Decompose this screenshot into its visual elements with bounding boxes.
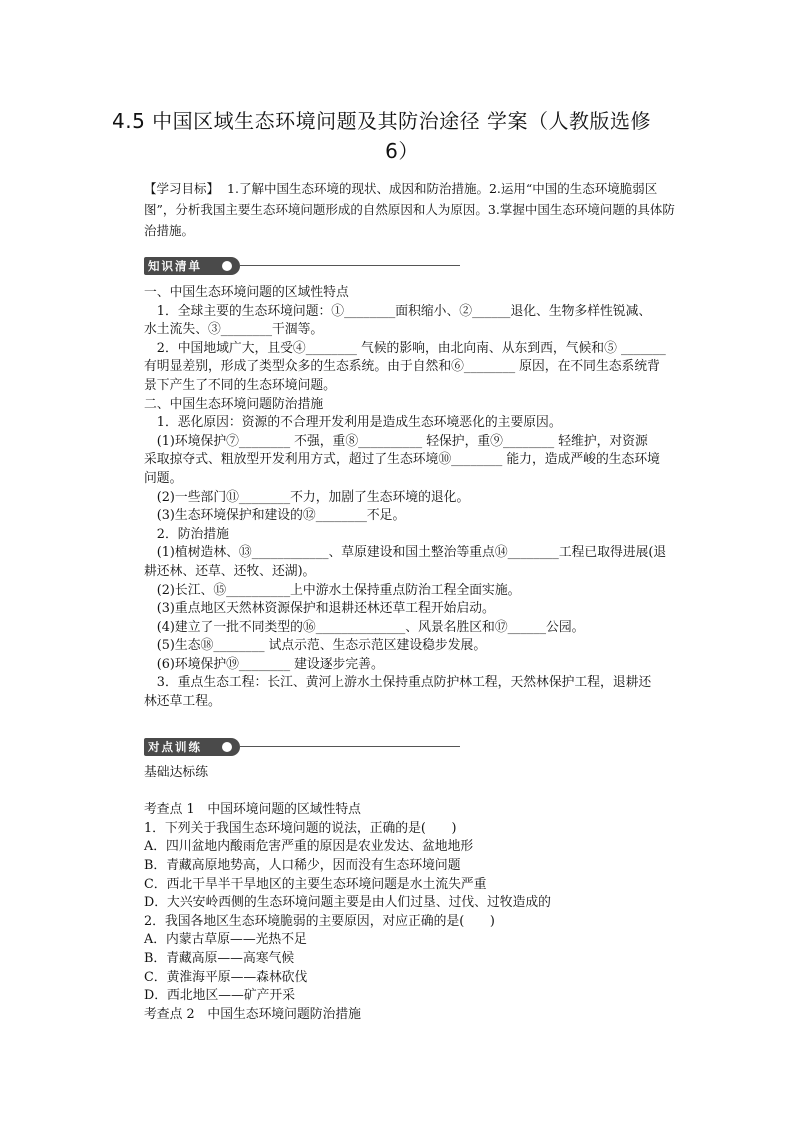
text-line: 有明显差别，形成了类型众多的生态系统。由于自然和⑥________ 原因，在不同生态系统背 bbox=[144, 359, 660, 375]
document-title bbox=[112, 106, 692, 166]
text-line: (2)长江、⑮__________上中游水土保持重点防治工程全面实施。 bbox=[144, 582, 521, 598]
text-line: 考查点 1 中国环境问题的区域性特点 bbox=[144, 802, 361, 818]
text-line: B．青藏高原地势高，人口稀少，因而没有生态环境问题 bbox=[144, 857, 461, 873]
text-line: 一、中国生态环境问题的区域性特点 bbox=[144, 285, 349, 300]
text-line: 景下产生了不同的生态环境问题。 bbox=[144, 377, 336, 393]
text-line: 采取掠夺式、粗放型开发利用方式，超过了生态环境⑩________ 能力，造成严峻的生态环境 bbox=[144, 452, 660, 468]
text-line: (3)生态环境保护和建设的⑫________不足。 bbox=[144, 508, 406, 524]
text-line: 1．下列关于我国生态环境问题的说法，正确的是( ) bbox=[144, 820, 457, 836]
text-line: (1)植树造林、⑬____________、草原建设和国土整治等重点⑭________工程已取得进展(退 bbox=[144, 545, 667, 561]
title-line-1: 4.5 中国区域生态环境问题及其防治途径 学案（人教版选修 bbox=[112, 109, 652, 133]
text-line: (2)一些部门⑪________不力，加剧了生态环境的退化。 bbox=[144, 489, 470, 505]
text-line: (4)建立了一批不同类型的⑯______________、风景名胜区和⑰______公园。 bbox=[144, 619, 585, 635]
title-line-2: 6） bbox=[385, 139, 419, 163]
learning-goals-text: 1.了解中国生态环境的现状、成因和防治措施。2.运用“中国的生态环境脆弱区图”，分析我国主要生态环境问题形成的自然原因和人为原因。3.掌握中国生态环境问题的具体防治措施。 bbox=[144, 181, 675, 238]
section-rule bbox=[240, 265, 460, 266]
text-line: 2．防治措施 bbox=[144, 526, 229, 542]
text-line: 3．重点生态工程：长江、黄河上游水土保持重点防护林工程，天然林保护工程，退耕还 bbox=[144, 675, 652, 691]
text-line: C．西北干旱半干旱地区的主要生态环境问题是水土流失严重 bbox=[144, 876, 487, 892]
text-line: 1．全球主要的生态环境问题：①________面积缩小、②______退化、生物多样性锐减、 bbox=[144, 303, 652, 319]
learning-goals bbox=[144, 178, 684, 241]
text-line: C．黄淮海平原——森林砍伐 bbox=[144, 969, 308, 985]
text-line: D．大兴安岭西侧的生态环境问题主要是由人们过垦、过伐、过牧造成的 bbox=[144, 895, 551, 911]
text-line: (1)环境保护⑦________ 不强，重⑧__________ 轻保护，重⑨________ 轻维护，对资源 bbox=[144, 433, 648, 449]
section-label: 对点训练 bbox=[144, 738, 240, 756]
text-line: 二、中国生态环境问题防治措施 bbox=[144, 396, 324, 412]
text-line: 水土流失、③________干涸等。 bbox=[144, 322, 324, 338]
text-line: 耕还林、还草、还牧、还湖)。 bbox=[144, 563, 316, 579]
text-line: 问题。 bbox=[144, 470, 183, 486]
section-rule bbox=[240, 746, 460, 747]
text-line: A．内蒙古草原——光热不足 bbox=[144, 932, 307, 948]
section-header-practice bbox=[144, 738, 460, 756]
knowledge-list bbox=[144, 284, 692, 712]
text-line: 1．恶化原因：资源的不合理开发利用是造成生态环境恶化的主要原因。 bbox=[144, 415, 562, 431]
text-line: 林还草工程。 bbox=[144, 694, 221, 710]
text-line: A．四川盆地内酸雨危害严重的原因是农业发达、盆地地形 bbox=[144, 839, 474, 855]
text-line: B．青藏高原——高寒气候 bbox=[144, 950, 295, 966]
text-line: 考查点 2 中国生态环境问题防治措施 bbox=[144, 1006, 361, 1022]
section-label: 知识清单 bbox=[144, 257, 240, 275]
learning-goals-tag: 【学习目标】 bbox=[144, 181, 220, 196]
section-header-knowledge bbox=[144, 257, 460, 275]
text-line: D．西北地区——矿产开采 bbox=[144, 988, 296, 1004]
text-line: (5)生态⑱________ 试点示范、生态示范区建设稳步发展。 bbox=[144, 638, 487, 654]
text-line: (3)重点地区天然林资源保护和退耕还林还草工程开始启动。 bbox=[144, 601, 495, 617]
bullet-dot-icon bbox=[222, 261, 232, 271]
text-line: 2．我国各地区生态环境脆弱的主要原因，对应正确的是( ) bbox=[144, 913, 495, 929]
bullet-dot-icon bbox=[222, 742, 232, 752]
text-line bbox=[144, 783, 692, 802]
text-line: 基础达标练 bbox=[144, 765, 208, 780]
practice-list bbox=[144, 764, 692, 1024]
text-line: (6)环境保护⑲________ 建设逐步完善。 bbox=[144, 656, 384, 672]
text-line: 2．中国地域广大，且受④________ 气候的影响，由北向南、从东到西，气候和⑤ _______ bbox=[144, 340, 666, 356]
